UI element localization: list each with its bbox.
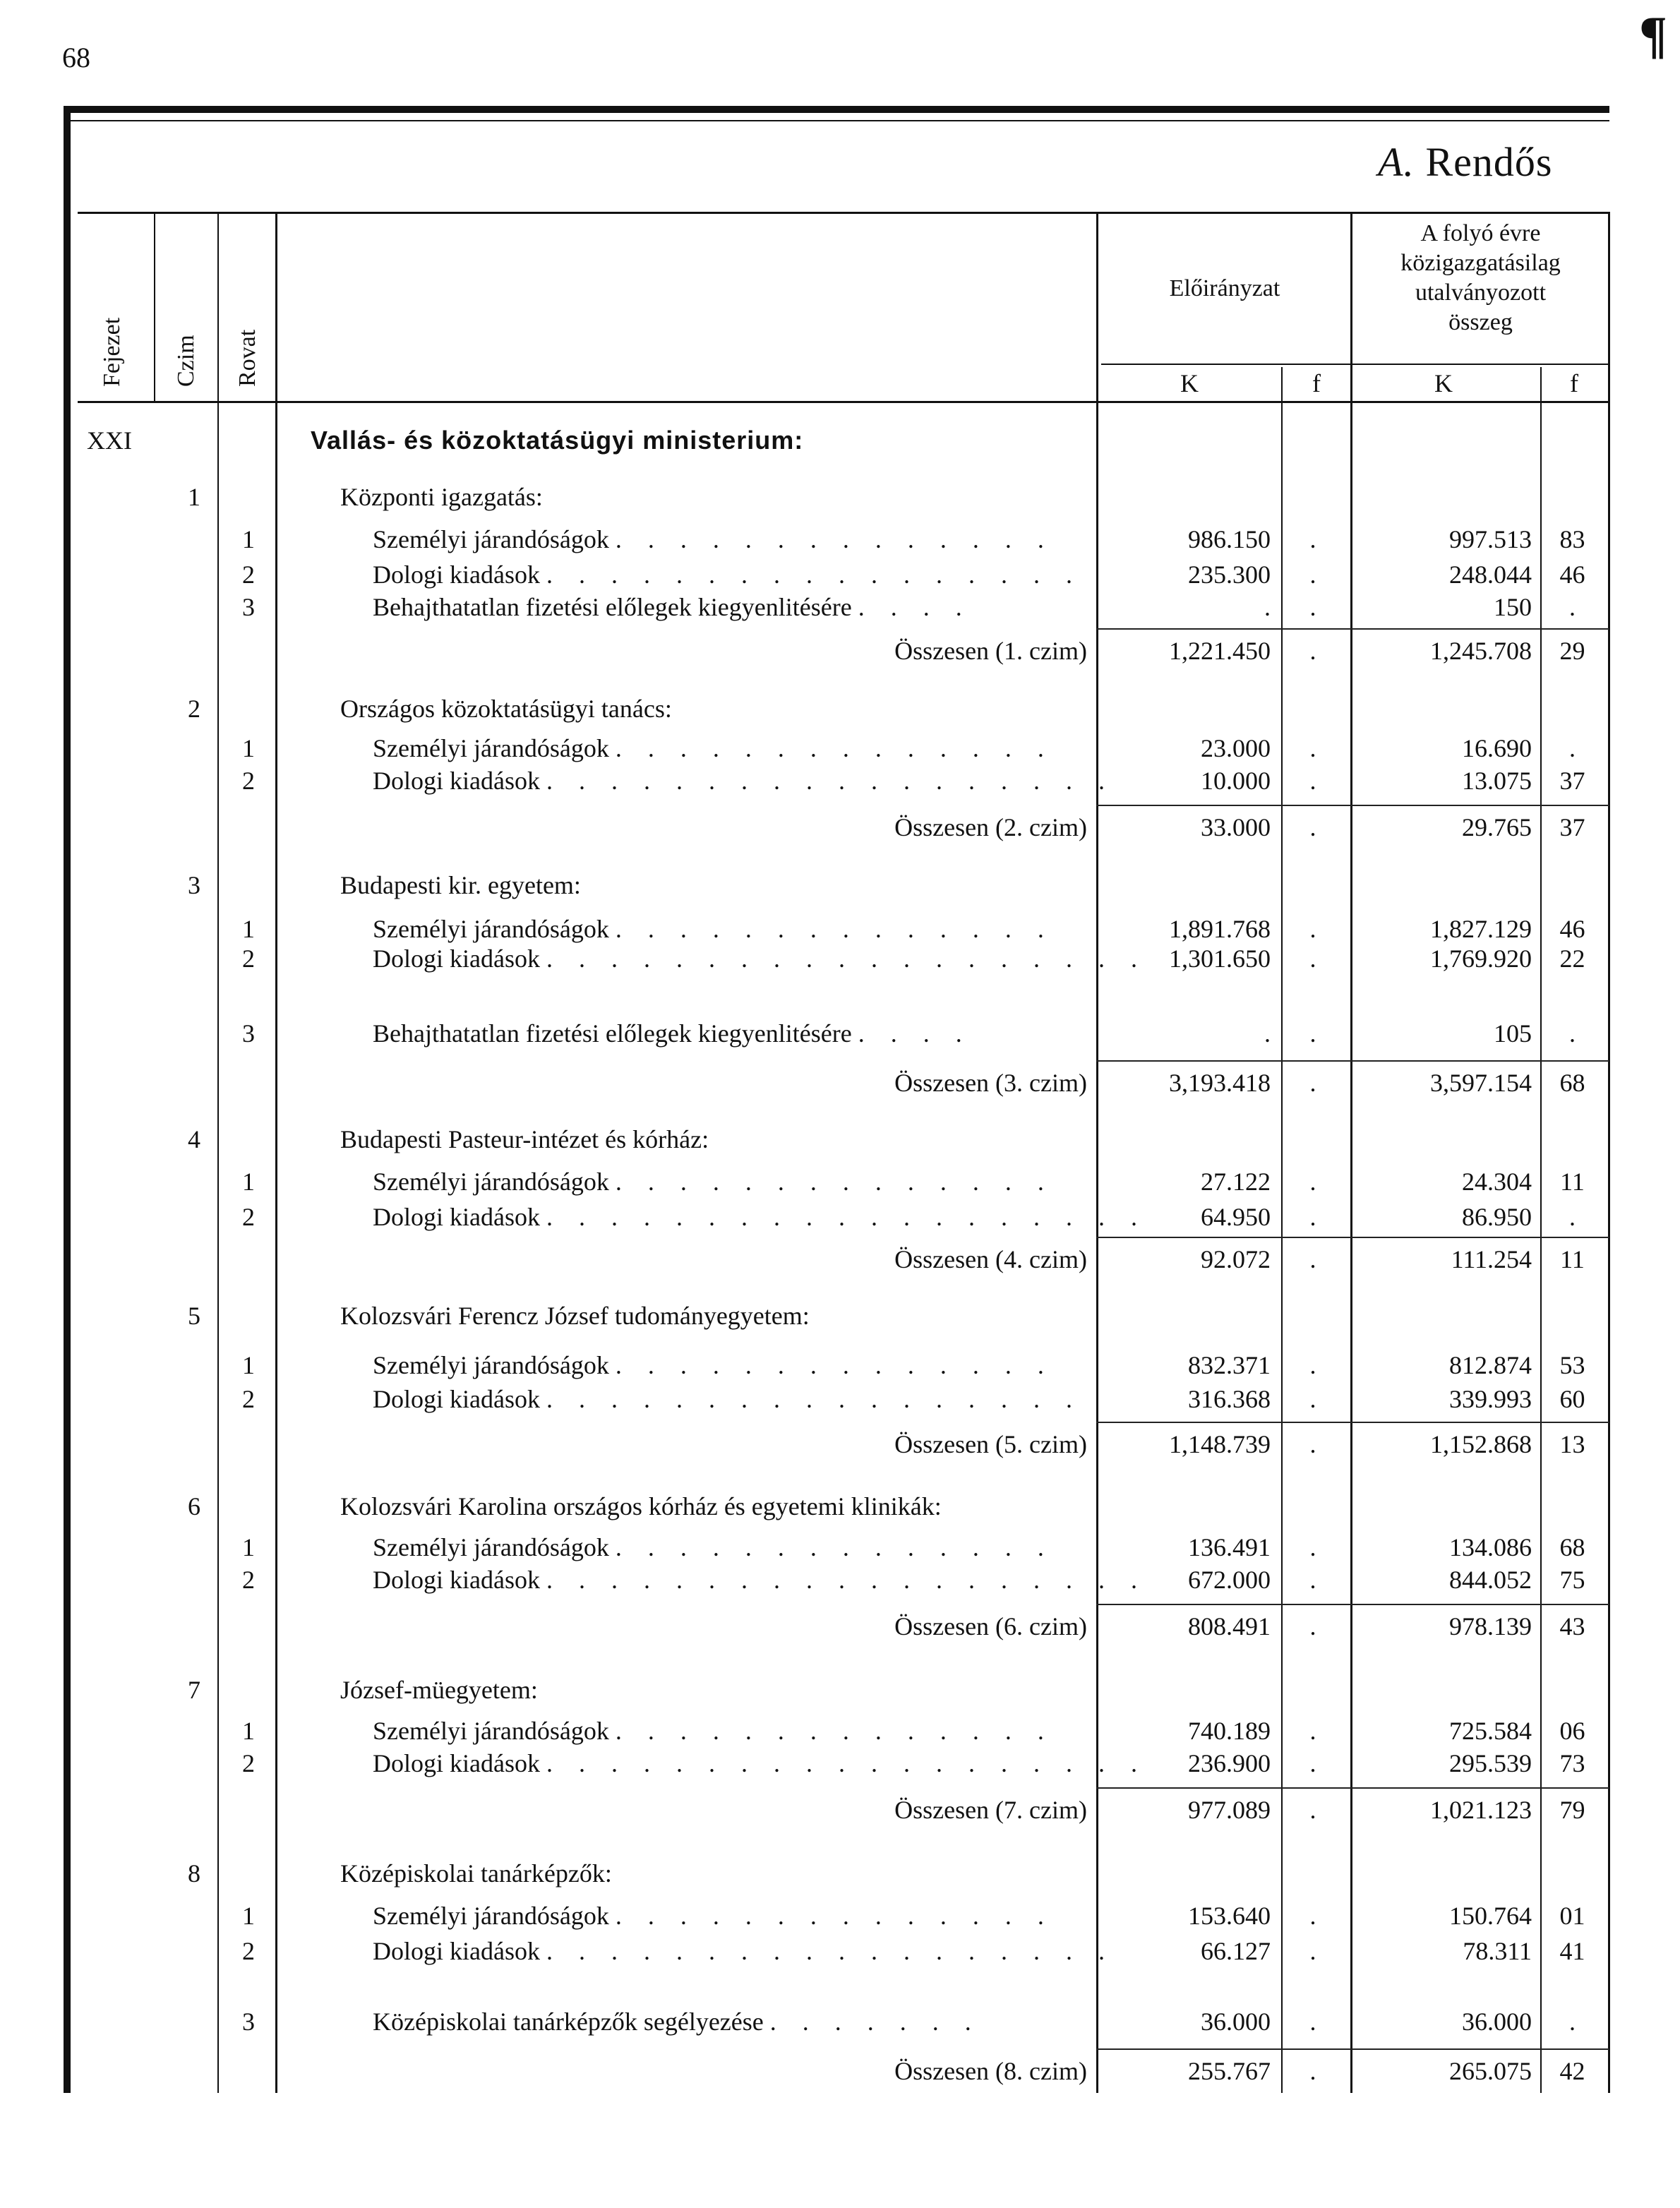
eloiranyzat-filler: . (1309, 1937, 1316, 1965)
line-item-row (0, 1899, 1680, 1933)
leader-dots: . . . . . . . . . . . . . . (615, 1533, 1054, 1561)
top-rule-thick (64, 106, 1609, 113)
sub-f-2: f (1570, 369, 1578, 397)
leader-dots: . . . . . . . . . . . . . . . . . (546, 560, 1082, 589)
total-underline (1096, 805, 1609, 806)
item-description (373, 2005, 1086, 2039)
czim-number: 6 (188, 1492, 200, 1520)
utalvanyozott-korona: 725.584 (1449, 1717, 1532, 1745)
item-description-text: Dologi kiadások (373, 1749, 540, 1777)
total-label: Összesen (6. czim) (894, 1612, 1087, 1640)
leader-dots: . . . . . . . . . . . . . . . . . . . (546, 1203, 1147, 1231)
item-description (373, 1016, 1086, 1050)
line-item-row (0, 1348, 1680, 1382)
total-underline (1096, 2048, 1609, 2050)
rovat-number: 1 (242, 525, 255, 553)
item-description (373, 558, 1086, 592)
item-description-text: Személyi járandóságok (373, 1168, 609, 1196)
total-eloiranyzat-filler: . (1309, 637, 1316, 665)
item-description (373, 1563, 1147, 1597)
item-description (373, 1530, 1086, 1564)
item-description (373, 1382, 1086, 1416)
item-description-text: Behajthatatlan fizetési előlegek kiegyenlitésére (373, 1019, 852, 1048)
eloiranyzat-filler: . (1309, 560, 1316, 589)
total-utalvanyozott-filler: 43 (1559, 1612, 1585, 1640)
item-description (373, 1165, 1086, 1199)
chapter-number: XXI (87, 426, 132, 455)
sub-f-1: f (1312, 369, 1321, 397)
utalvanyozott-filler: 11 (1560, 1168, 1585, 1196)
czim-title: Budapesti kir. egyetem: (340, 871, 581, 899)
utalvanyozott-filler: 53 (1559, 1351, 1585, 1379)
utalvanyozott-korona: 16.690 (1462, 734, 1532, 762)
item-description-text: Dologi kiadások (373, 1203, 540, 1231)
eloiranyzat-korona: . (1264, 1019, 1271, 1048)
utalvanyozott-korona: 13.075 (1462, 767, 1532, 795)
eloiranyzat-filler: . (1309, 1203, 1316, 1231)
eloiranyzat-korona: 36.000 (1201, 2008, 1271, 2036)
total-utalvanyozott-korona: 265.075 (1449, 2057, 1532, 2085)
item-description-text: Dologi kiadások (373, 1385, 540, 1413)
total-utalvanyozott-filler: 79 (1559, 1796, 1585, 1824)
rovat-number: 2 (242, 560, 255, 589)
utalvanyozott-filler: 68 (1559, 1533, 1585, 1561)
czim-title: József-müegyetem: (340, 1676, 538, 1704)
total-underline (1096, 1604, 1609, 1605)
eloiranyzat-korona: 236.900 (1188, 1749, 1271, 1777)
utalvanyozott-korona: 86.950 (1462, 1203, 1532, 1231)
leader-dots: . . . . . . . (769, 2008, 981, 2036)
total-eloiranyzat-filler: . (1309, 2057, 1316, 2085)
leader-dots: . . . . . . . . . . . . . . (615, 1168, 1054, 1196)
utalvanyozott-filler: 60 (1559, 1385, 1585, 1413)
line-item-row (0, 1746, 1680, 1780)
line-item-row (0, 1530, 1680, 1564)
total-utalvanyozott-filler: 13 (1559, 1430, 1585, 1458)
col-header-fejezet: Fejezet (99, 317, 125, 387)
eloiranyzat-filler: . (1309, 1749, 1316, 1777)
chapter-title: Vallás- és közoktatásügyi ministerium: (311, 426, 804, 455)
item-description (373, 731, 1086, 765)
eloiranyzat-korona: 672.000 (1188, 1566, 1271, 1594)
rovat-number: 2 (242, 1566, 255, 1594)
eloiranyzat-filler: . (1309, 944, 1316, 973)
total-row (0, 634, 1680, 668)
utalvanyozott-korona: 1,769.920 (1430, 944, 1532, 973)
col-header-rovat: Rovat (234, 329, 260, 387)
total-label: Összesen (1. czim) (894, 637, 1087, 665)
eloiranyzat-korona: 1,891.768 (1169, 915, 1271, 943)
rovat-number: 2 (242, 1937, 255, 1965)
utalvanyozott-korona: 844.052 (1449, 1566, 1532, 1594)
total-utalvanyozott-korona: 978.139 (1449, 1612, 1532, 1640)
item-description-text: Személyi járandóságok (373, 1351, 609, 1379)
leader-dots: . . . . . . . . . . . . . . . . . (546, 1385, 1082, 1413)
chapter-row (0, 424, 1680, 457)
total-eloiranyzat-korona: 1,148.739 (1169, 1430, 1271, 1458)
line-item-row (0, 764, 1680, 798)
corner-mark: ¶ (1639, 6, 1667, 64)
rovat-number: 1 (242, 1902, 255, 1930)
eloiranyzat-filler: . (1309, 1019, 1316, 1048)
eloiranyzat-filler: . (1309, 1566, 1316, 1594)
czim-number: 1 (188, 483, 200, 511)
item-description (373, 1899, 1086, 1933)
total-eloiranyzat-filler: . (1309, 1430, 1316, 1458)
eloiranyzat-filler: . (1309, 1717, 1316, 1745)
item-description (373, 1714, 1086, 1748)
czim-number: 5 (188, 1302, 200, 1330)
total-row (0, 2054, 1680, 2088)
eloiranyzat-korona: 136.491 (1188, 1533, 1271, 1561)
total-utalvanyozott-korona: 111.254 (1451, 1245, 1532, 1273)
utalvanyozott-filler: 46 (1559, 915, 1585, 943)
line-item-row (0, 942, 1680, 976)
utalvanyozott-filler: 22 (1559, 944, 1585, 973)
line-item-row (0, 522, 1680, 556)
utalvanyozott-korona: 36.000 (1462, 2008, 1532, 2036)
utalvanyozott-filler: . (1569, 1203, 1576, 1231)
rovat-number: 2 (242, 1749, 255, 1777)
rovat-number: 2 (242, 767, 255, 795)
line-item-row (0, 1200, 1680, 1234)
eloiranyzat-filler: . (1309, 1533, 1316, 1561)
line-item-row (0, 2005, 1680, 2039)
total-row (0, 1793, 1680, 1827)
rovat-number: 1 (242, 1168, 255, 1196)
eloiranyzat-korona: 316.368 (1188, 1385, 1271, 1413)
czim-title: Budapesti Pasteur-intézet és kórház: (340, 1125, 709, 1153)
total-underline (1096, 1060, 1609, 1062)
total-row (0, 1242, 1680, 1276)
rovat-number: 2 (242, 1385, 255, 1413)
item-description (373, 1746, 1147, 1780)
line-item-row (0, 1714, 1680, 1748)
line-item-row (0, 1016, 1680, 1050)
eloiranyzat-korona: 740.189 (1188, 1717, 1271, 1745)
item-description-text: Személyi járandóságok (373, 734, 609, 762)
rovat-number: 1 (242, 1351, 255, 1379)
utalvanyozott-korona: 78.311 (1463, 1937, 1532, 1965)
item-description-text: Dologi kiadások (373, 944, 540, 973)
utalvanyozott-filler: 73 (1559, 1749, 1585, 1777)
subheader-rule-mid (1101, 364, 1609, 365)
total-label: Összesen (8. czim) (894, 2057, 1087, 2085)
leader-dots: . . . . . . . . . . . . . . (615, 525, 1054, 553)
line-item-row (0, 912, 1680, 946)
total-utalvanyozott-filler: 42 (1559, 2057, 1585, 2085)
czim-heading-row (0, 868, 1680, 902)
leader-dots: . . . . . . . . . . . . . . . . . . . (546, 944, 1147, 973)
sub-k-2: K (1434, 369, 1453, 397)
leader-dots: . . . . (858, 593, 972, 621)
eloiranyzat-filler: . (1309, 2008, 1316, 2036)
czim-title: Központi igazgatás: (340, 483, 543, 511)
rovat-number: 2 (242, 1203, 255, 1231)
total-eloiranyzat-filler: . (1309, 1245, 1316, 1273)
czim-number: 7 (188, 1676, 200, 1704)
czim-title: Középiskolai tanárképzők: (340, 1859, 612, 1888)
line-item-row (0, 731, 1680, 765)
item-description (373, 522, 1086, 556)
item-description-text: Személyi járandóságok (373, 525, 609, 553)
czim-heading-row (0, 480, 1680, 514)
line-item-row (0, 590, 1680, 624)
rule-fejezet-czim (154, 212, 155, 402)
total-utalvanyozott-korona: 3,597.154 (1430, 1069, 1532, 1097)
total-row (0, 810, 1680, 844)
item-description (373, 912, 1086, 946)
czim-heading-row (0, 1489, 1680, 1523)
total-underline (1096, 1787, 1609, 1789)
eloiranyzat-korona: 986.150 (1188, 525, 1271, 553)
eloiranyzat-filler: . (1309, 767, 1316, 795)
item-description-text: Személyi járandóságok (373, 1533, 609, 1561)
line-item-row (0, 558, 1680, 592)
section-title-word: Rendős (1425, 139, 1553, 185)
item-description-text: Személyi járandóságok (373, 1717, 609, 1745)
total-underline (1096, 1237, 1609, 1238)
rovat-number: 3 (242, 2008, 255, 2036)
total-eloiranyzat-filler: . (1309, 813, 1316, 841)
utalvanyozott-korona: 1,827.129 (1430, 915, 1532, 943)
eloiranyzat-filler: . (1309, 593, 1316, 621)
utalvanyozott-filler: . (1569, 1019, 1576, 1048)
total-eloiranyzat-korona: 92.072 (1201, 1245, 1271, 1273)
section-title (1378, 138, 1552, 186)
item-description (373, 764, 1115, 798)
leader-dots: . . . . (858, 1019, 972, 1048)
item-description-text: Dologi kiadások (373, 767, 540, 795)
utalvanyozott-korona: 134.086 (1449, 1533, 1532, 1561)
utalvanyozott-filler: 37 (1559, 767, 1585, 795)
total-label: Összesen (7. czim) (894, 1796, 1087, 1824)
rovat-number: 1 (242, 1533, 255, 1561)
item-description-text: Személyi járandóságok (373, 915, 609, 943)
utalvanyozott-korona: 248.044 (1449, 560, 1532, 589)
line-item-row (0, 1165, 1680, 1199)
rovat-number: 2 (242, 944, 255, 973)
item-description (373, 590, 1086, 624)
utalv-line-3: utalványozott (1415, 280, 1547, 306)
col-header-czim: Czim (173, 335, 199, 387)
eloiranyzat-filler: . (1309, 734, 1316, 762)
utalvanyozott-filler: 41 (1559, 1937, 1585, 1965)
header-rule (78, 212, 1609, 214)
total-utalvanyozott-filler: 37 (1559, 813, 1585, 841)
total-eloiranyzat-filler: . (1309, 1069, 1316, 1097)
eloiranyzat-filler: . (1309, 1168, 1316, 1196)
rovat-number: 1 (242, 734, 255, 762)
eloiranyzat-filler: . (1309, 1385, 1316, 1413)
leader-dots: . . . . . . . . . . . . . . . . . . (546, 767, 1115, 795)
rovat-number: 1 (242, 915, 255, 943)
item-description (373, 1200, 1147, 1234)
utalvanyozott-korona: 150.764 (1449, 1902, 1532, 1930)
line-item-row (0, 1934, 1680, 1968)
leader-dots: . . . . . . . . . . . . . . (615, 734, 1054, 762)
eloiranyzat-korona: 27.122 (1201, 1168, 1271, 1196)
czim-heading-row (0, 1673, 1680, 1707)
item-description-text: Dologi kiadások (373, 1566, 540, 1594)
col-header-utalvanyozott (1352, 219, 1609, 337)
czim-number: 3 (188, 871, 200, 899)
section-title-letter: A. (1378, 139, 1415, 185)
eloiranyzat-korona: 10.000 (1201, 767, 1271, 795)
leader-dots: . . . . . . . . . . . . . . (615, 915, 1054, 943)
leader-dots: . . . . . . . . . . . . . . . . . . . (546, 1749, 1147, 1777)
utalvanyozott-filler: . (1569, 734, 1576, 762)
leader-dots: . . . . . . . . . . . . . . (615, 1717, 1054, 1745)
utalvanyozott-korona: 997.513 (1449, 525, 1532, 553)
czim-heading-row (0, 692, 1680, 726)
total-label: Összesen (3. czim) (894, 1069, 1087, 1097)
item-description-text: Személyi járandóságok (373, 1902, 609, 1930)
total-underline (1096, 628, 1609, 630)
total-utalvanyozott-korona: 1,021.123 (1430, 1796, 1532, 1824)
subheader-rule-bottom (78, 401, 1609, 403)
eloiranyzat-korona: 66.127 (1201, 1937, 1271, 1965)
total-eloiranyzat-filler: . (1309, 1612, 1316, 1640)
item-description-text: Dologi kiadások (373, 560, 540, 589)
total-label: Összesen (5. czim) (894, 1430, 1087, 1458)
rovat-number: 1 (242, 1717, 255, 1745)
total-underline (1096, 1422, 1609, 1423)
total-eloiranyzat-korona: 1,221.450 (1169, 637, 1271, 665)
total-utalvanyozott-korona: 29.765 (1462, 813, 1532, 841)
utalvanyozott-filler: . (1569, 2008, 1576, 2036)
eloiranyzat-korona: 23.000 (1201, 734, 1271, 762)
rovat-number: 3 (242, 1019, 255, 1048)
leader-dots: . . . . . . . . . . . . . . (615, 1902, 1054, 1930)
eloiranyzat-korona: 235.300 (1188, 560, 1271, 589)
utalvanyozott-filler: 06 (1559, 1717, 1585, 1745)
total-eloiranyzat-korona: 3,193.418 (1169, 1069, 1271, 1097)
leader-dots: . . . . . . . . . . . . . . . . . . . (546, 1566, 1147, 1594)
item-description (373, 1348, 1086, 1382)
utalvanyozott-korona: 150 (1494, 593, 1532, 621)
utalvanyozott-korona: 105 (1494, 1019, 1532, 1048)
leader-dots: . . . . . . . . . . . . . . (615, 1351, 1054, 1379)
eloiranyzat-filler: . (1309, 915, 1316, 943)
eloiranyzat-korona: 1,301.650 (1169, 944, 1271, 973)
czim-title: Kolozsvári Ferencz József tudományegyetem: (340, 1302, 810, 1330)
czim-number: 2 (188, 695, 200, 723)
utalvanyozott-korona: 295.539 (1449, 1749, 1532, 1777)
utalv-line-2: közigazgatásilag (1400, 250, 1561, 276)
item-description (373, 942, 1147, 976)
item-description (373, 1934, 1115, 1968)
page-number: 68 (62, 42, 90, 73)
total-utalvanyozott-filler: 11 (1560, 1245, 1585, 1273)
total-utalvanyozott-filler: 68 (1559, 1069, 1585, 1097)
czim-heading-row (0, 1856, 1680, 1890)
line-item-row (0, 1382, 1680, 1416)
czim-heading-row (0, 1299, 1680, 1333)
eloiranyzat-filler: . (1309, 1902, 1316, 1930)
eloiranyzat-filler: . (1309, 525, 1316, 553)
leader-dots: . . . . . . . . . . . . . . . . . . (546, 1937, 1115, 1965)
rovat-number: 3 (242, 593, 255, 621)
total-eloiranyzat-korona: 255.767 (1188, 2057, 1271, 2085)
total-eloiranyzat-filler: . (1309, 1796, 1316, 1824)
total-utalvanyozott-korona: 1,152.868 (1430, 1430, 1532, 1458)
utalv-line-4: összeg (1448, 309, 1513, 335)
eloiranyzat-korona: 64.950 (1201, 1203, 1271, 1231)
total-row (0, 1066, 1680, 1100)
total-utalvanyozott-korona: 1,245.708 (1430, 637, 1532, 665)
czim-heading-row (0, 1122, 1680, 1156)
utalvanyozott-filler: . (1569, 593, 1576, 621)
utalvanyozott-filler: 75 (1559, 1566, 1585, 1594)
total-label: Összesen (4. czim) (894, 1245, 1087, 1273)
utalvanyozott-korona: 812.874 (1449, 1351, 1532, 1379)
col-header-eloiranyzat: Előirányzat (1169, 275, 1280, 301)
item-description-text: Behajthatatlan fizetési előlegek kiegyenlitésére (373, 593, 852, 621)
czim-title: Országos közoktatásügyi tanács: (340, 695, 672, 723)
utalvanyozott-filler: 01 (1559, 1902, 1585, 1930)
total-eloiranyzat-korona: 33.000 (1201, 813, 1271, 841)
utalvanyozott-korona: 339.993 (1449, 1385, 1532, 1413)
total-eloiranyzat-korona: 808.491 (1188, 1612, 1271, 1640)
utalvanyozott-korona: 24.304 (1462, 1168, 1532, 1196)
eloiranyzat-korona: 832.371 (1188, 1351, 1271, 1379)
eloiranyzat-filler: . (1309, 1351, 1316, 1379)
item-description-text: Dologi kiadások (373, 1937, 540, 1965)
total-utalvanyozott-filler: 29 (1559, 637, 1585, 665)
total-label: Összesen (2. czim) (894, 813, 1087, 841)
czim-number: 4 (188, 1125, 200, 1153)
top-rule-thin (64, 120, 1609, 121)
total-row (0, 1609, 1680, 1643)
czim-number: 8 (188, 1859, 200, 1888)
sub-k-1: K (1180, 369, 1199, 397)
utalvanyozott-filler: 83 (1559, 525, 1585, 553)
total-eloiranyzat-korona: 977.089 (1188, 1796, 1271, 1824)
utalv-line-1: A folyó évre (1420, 220, 1541, 246)
total-row (0, 1427, 1680, 1461)
item-description-text: Középiskolai tanárképzők segélyezése (373, 2008, 764, 2036)
czim-title: Kolozsvári Karolina országos kórház és egyetemi klinikák: (340, 1492, 942, 1520)
line-item-row (0, 1563, 1680, 1597)
eloiranyzat-korona: 153.640 (1188, 1902, 1271, 1930)
eloiranyzat-korona: . (1264, 593, 1271, 621)
utalvanyozott-filler: 46 (1559, 560, 1585, 589)
